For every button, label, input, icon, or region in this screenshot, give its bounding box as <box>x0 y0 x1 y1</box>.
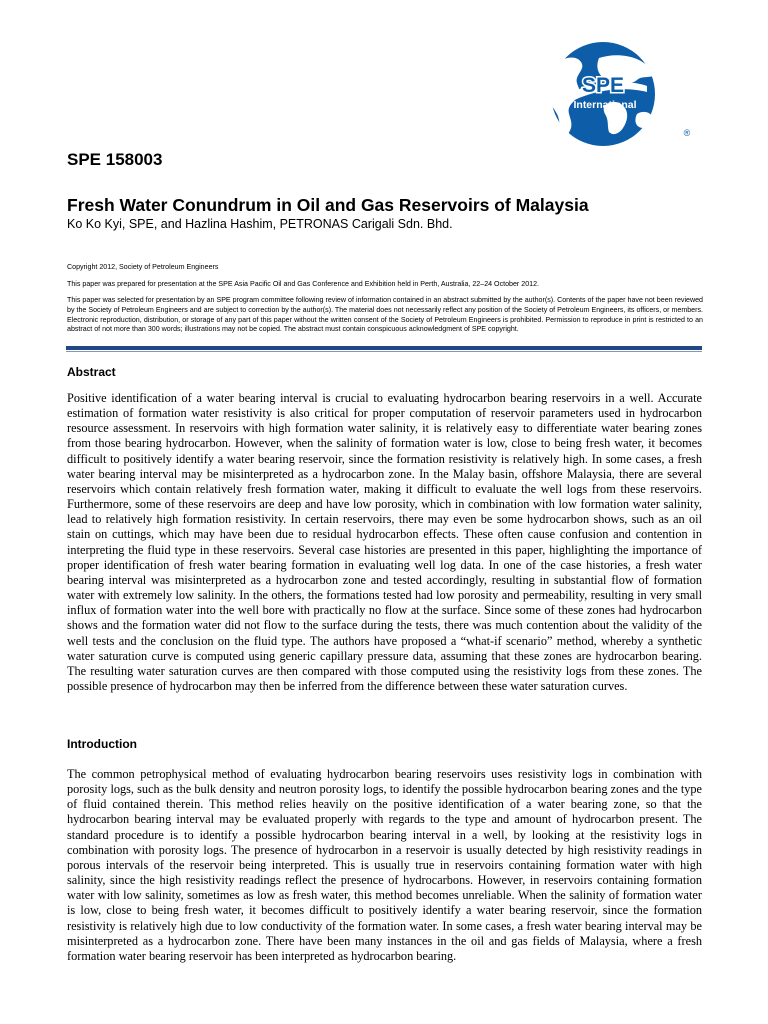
copyright-notice: Copyright 2012, Society of Petroleum Engineers <box>67 263 219 271</box>
introduction-heading: Introduction <box>67 737 137 751</box>
paper-number: SPE 158003 <box>67 150 163 169</box>
introduction-body: The common petrophysical method of evaluating hydrocarbon bearing reservoirs uses resistivity logs in combination with porosity logs, such as the bulk density and neutron porosity logs, to identify the possible hydrocarbon bearing zones and the type of fluid contained therein. This method relies heavily on the positive identification of a water bearing zone, so that the hydrocarbon bearing interval may be evaluated properly with regards to the type and amount of hydrocarbon present. The standard procedure is to identify a possible hydrocarbon bearing interval in a well, by looking at the resistivity logs in combination with porosity logs. The presence of hydrocarbon in a reservoir is usually detected by high resistivity readings in porous intervals of the reservoir being interpreted. This is usually true in reservoirs containing formation water with high salinity, since the high resistivity readings reflect the presence of hydrocarbons. However, in reservoirs containing formation water with low salinity, sometimes as low as fresh water, this method becomes unreliable. When the salinity of formation water is low, close to being fresh water, it becomes difficult to positively identify a water bearing reservoir, since the formation resistivity is relatively high due to low conductivity of the formation water. In some cases, a fresh water bearing interval may be misinterpreted as a hydrocarbon zone. There have been many instances in the oil and gas fields of Malaysia, where a fresh formation water bearing reservoir has been interpreted as hydrocarbon bearing. <box>67 767 702 963</box>
abstract-heading: Abstract <box>67 365 116 379</box>
abstract-body: Positive identification of a water bearing interval is crucial to evaluating hydrocarbon bearing reservoirs in a well. Accurate estimation of formation water resistivity is also critical for proper computation of reservoir parameters used in hydrocarbon resource assessment. In reservoirs with high formation water salinity, it is relatively easy to differentiate water bearing zones from those bearing hydrocarbon. However, when the salinity of formation water is low, close to being fresh water, it becomes difficult to positively identify a water bearing reservoir, since the formation resistivity is relatively high. In some cases, a fresh water bearing interval may be misinterpreted as a hydrocarbon zone. In the Malay basin, offshore Malaysia, there are several reservoirs which contain relatively fresh formation water, making it difficult to evaluate the well logs from these reservoirs. Furthermore, some of these reservoirs are deep and have low porosity, which in combination with low formation water salinity, lead to relatively high formation resistivity. In certain reservoirs, there may even be some hydrocarbon shows, such as an oil stain on cuttings, which may have been due to residual hydrocarbon effects. These often cause confusion and contention in interpreting the fluid type in these reservoirs. Several case histories are presented in this paper, highlighting the importance of proper identification of fresh water bearing formation in evaluating well log data. In one of the case histories, a fresh water bearing interval was misinterpreted as a hydrocarbon zone and tested accordingly, resulting in substantial flow of formation water with extremely low salinity. In the others, the formations tested had low porosity and permeability, resulting in very small influx of formation water into the well bore with practically no flow at the surface. Since some of these zones had hydrocarbon shows and the formation water did not flow to the surface during the tests, there was much contention about the validity of the well tests and the conclusion on the fluid type. The authors have proposed a “what-if scenario” method, whereby a synthetic water saturation curve is computed using generic capillary pressure data, assuming that these zones are hydrocarbon bearing. The resulting water saturation curves are then compared with those computed using the resistivity logs from these zones. The possible presence of hydrocarbon may then be inferred from the difference between these water saturation curves. <box>67 391 702 693</box>
logo-international-text: International <box>573 99 637 111</box>
header-divider <box>66 346 702 350</box>
selection-disclaimer: This paper was selected for presentation by an SPE program committee following review of information contained in an abstract submitted by the author(s). Contents of the paper have not been reviewed by the Society of Petroleum Engineers and are subject to correction by the author(s). The material does not necessarily reflect any position of the Society of Petroleum Engineers, its officers, or members. Electronic reproduction, distribution, or storage of any part of this paper without the written consent of the Society of Petroleum Engineers is prohibited. Permission to reproduce in print is restricted to an abstract of not more than 300 words; illustrations may not be copied. The abstract must contain conspicuous acknowledgment of SPE copyright. <box>67 296 703 334</box>
registered-mark: ® <box>683 128 691 138</box>
spe-international-logo <box>507 42 699 146</box>
authors-line: Ko Ko Kyi, SPE, and Hazlina Hashim, PETRONAS Carigali Sdn. Bhd. <box>67 217 453 231</box>
header-divider-thin <box>66 351 702 352</box>
paper-title: Fresh Water Conundrum in Oil and Gas Reservoirs of Malaysia <box>67 195 589 215</box>
logo-spe-text: SPE <box>581 74 625 97</box>
presentation-notice: This paper was prepared for presentation at the SPE Asia Pacific Oil and Gas Conference and Exhibition held in Perth, Australia, 22–24 October 2012. <box>67 280 540 288</box>
